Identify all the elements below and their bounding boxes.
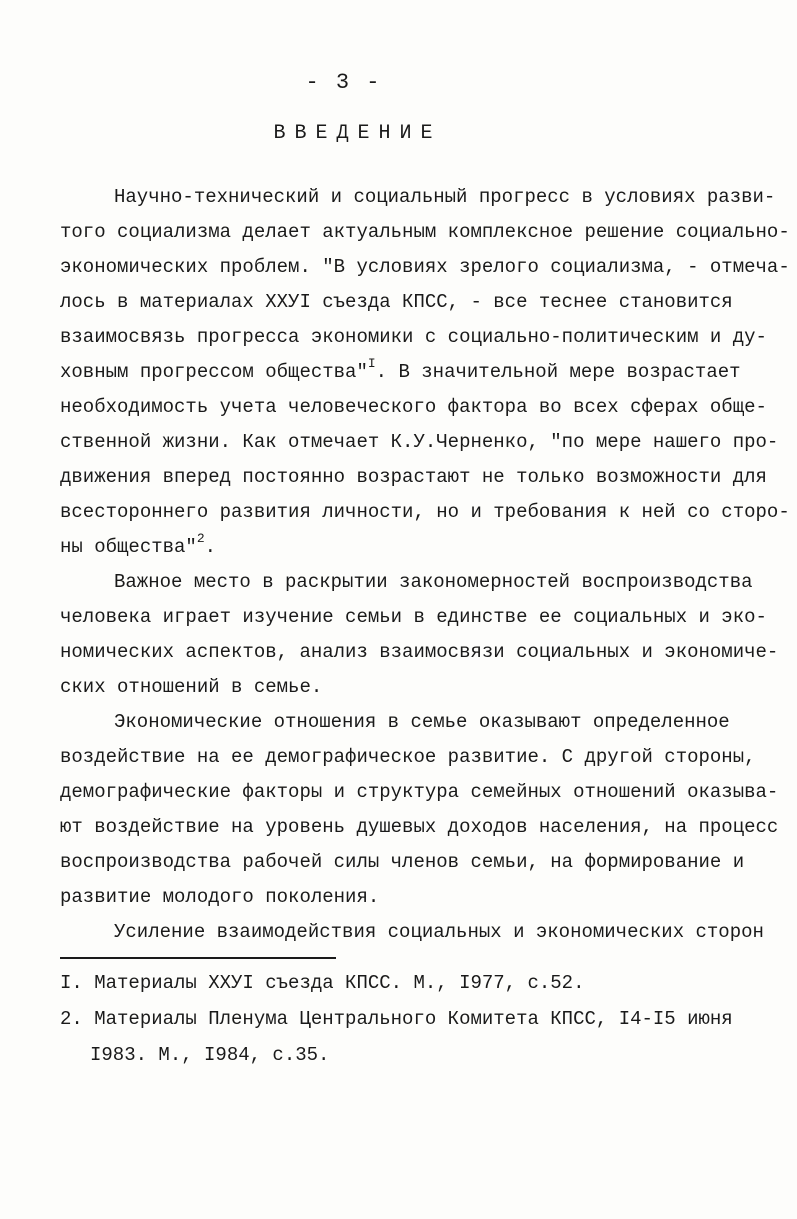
paragraph-1-line: того социализма делает актуальным комплексное решение социально- bbox=[60, 221, 790, 243]
paragraph-1-text: ны общества" bbox=[60, 536, 197, 558]
footnote-2-continuation: I983. М., I984, с.35. bbox=[90, 1044, 330, 1066]
paragraph-1-line: экономических проблем. "В условиях зрелого социализма, - отмеча- bbox=[60, 256, 790, 278]
paragraph-1-text: ховным прогрессом общества" bbox=[60, 361, 368, 383]
paragraph-1-text: . bbox=[204, 536, 217, 558]
paragraph-1-line: всестороннего развития личности, но и требования к ней со сторо- bbox=[60, 501, 790, 523]
paragraph-3-line: демографические факторы и структура семейных отношений оказыва- bbox=[60, 781, 779, 803]
paragraph-1-line bbox=[60, 355, 750, 390]
paragraph-2-line: человека играет изучение семьи в единстве ее социальных и эко- bbox=[60, 606, 767, 628]
body-text bbox=[60, 180, 790, 950]
footnote-separator bbox=[60, 957, 336, 959]
paragraph-3-line: воспроизводства рабочей силы членов семьи, на формирование и bbox=[60, 851, 745, 873]
paragraph-3-line: воздействие на ее демографическое развитие. С другой стороны, bbox=[60, 746, 756, 768]
paragraph-1-line: взаимосвязь прогресса экономики с социально-политическим и ду- bbox=[60, 326, 767, 348]
paragraph-2-line: ских отношений в семье. bbox=[60, 676, 323, 698]
footnote-ref-1: I bbox=[367, 356, 376, 371]
paragraph-1-text: . В значительной мере возрастает bbox=[375, 361, 741, 383]
paragraph-2-line: Важное место в раскрытии закономерностей воспроизводства bbox=[114, 571, 753, 593]
footnote-2: 2. Материалы Пленума Центрального Комитета КПСС, I4-I5 июня bbox=[60, 1008, 733, 1030]
paragraph-1-line bbox=[60, 530, 750, 565]
paragraph-2-line: номических аспектов, анализ взаимосвязи социальных и экономиче- bbox=[60, 641, 779, 663]
footnote-1: I. Материалы XXУI съезда КПСС. М., I977, с.52. bbox=[60, 972, 585, 994]
footnotes bbox=[60, 965, 750, 1073]
paragraph-3-line: Экономические отношения в семье оказывают определенное bbox=[114, 711, 730, 733]
paragraph-3-line: развитие молодого поколения. bbox=[60, 886, 380, 908]
page-title: ВВЕДЕНИЕ bbox=[273, 122, 442, 145]
paragraph-1-line: ственной жизни. Как отмечает К.У.Черненко, "по мере нашего про- bbox=[60, 431, 779, 453]
paragraph-1-line: Научно-технический и социальный прогресс в условиях разви- bbox=[114, 186, 776, 208]
paragraph-4-line: Усиление взаимодействия социальных и экономических сторон bbox=[114, 921, 764, 943]
paragraph-1-line: лось в материалах XXУI съезда КПСС, - все теснее становится bbox=[60, 291, 733, 313]
footnote-ref-2: 2 bbox=[196, 531, 205, 546]
paragraph-3-line: ют воздействие на уровень душевых доходов населения, на процесс bbox=[60, 816, 779, 838]
paragraph-1-line: необходимость учета человеческого фактора во всех сферах обще- bbox=[60, 396, 767, 418]
paragraph-1-line: движения вперед постоянно возрастают не только возможности для bbox=[60, 466, 767, 488]
page-number: - 3 - bbox=[305, 70, 382, 95]
